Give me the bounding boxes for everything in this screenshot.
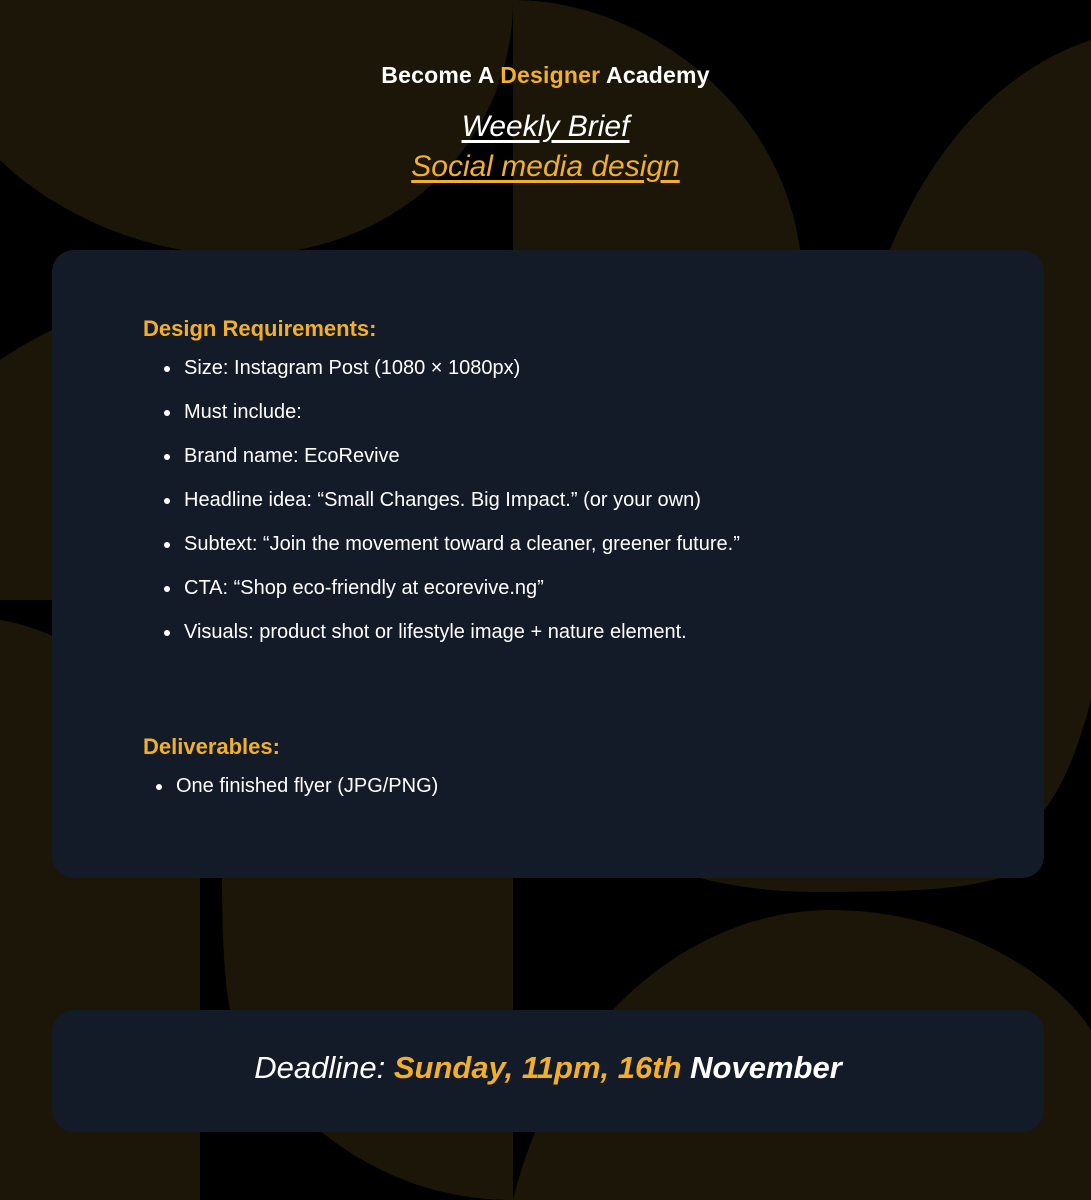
design-requirements-title: Design Requirements: bbox=[143, 316, 377, 341]
weekly-brief-heading bbox=[0, 110, 1091, 144]
list-item: CTA: “Shop eco-friendly at ecorevive.ng” bbox=[164, 574, 740, 602]
list-item: Brand name: EcoRevive bbox=[164, 442, 740, 470]
list-item: Must include: bbox=[164, 398, 740, 426]
deliverables-list bbox=[156, 772, 438, 816]
list-item: Size: Instagram Post (1080 × 1080px) bbox=[164, 354, 740, 382]
deadline-month: November bbox=[681, 1050, 842, 1085]
deadline-date: Sunday, 11pm, 16th bbox=[393, 1050, 682, 1085]
list-item: Subtext: “Join the movement toward a cleaner, greener future.” bbox=[164, 530, 740, 558]
academy-title-highlight: Designer bbox=[500, 62, 601, 88]
deadline-text bbox=[52, 1050, 1044, 1086]
academy-title bbox=[0, 62, 1091, 89]
academy-title-suffix: Academy bbox=[600, 62, 710, 88]
list-item: Visuals: product shot or lifestyle image + nature element. bbox=[164, 618, 740, 646]
brief-subject-label: Social media design bbox=[411, 150, 680, 183]
deadline-label: Deadline bbox=[254, 1050, 377, 1085]
design-requirements-list bbox=[164, 354, 740, 662]
brief-card bbox=[52, 250, 1044, 878]
deliverables-title: Deliverables: bbox=[143, 734, 280, 759]
deadline-card bbox=[52, 1010, 1044, 1132]
brief-subject-heading bbox=[0, 150, 1091, 184]
list-item: Headline idea: “Small Changes. Big Impact.” (or your own) bbox=[164, 486, 740, 514]
weekly-brief-label: Weekly Brief bbox=[461, 110, 630, 143]
academy-title-prefix: Become A bbox=[381, 62, 501, 88]
deadline-separator: : bbox=[376, 1050, 394, 1085]
list-item: One finished flyer (JPG/PNG) bbox=[156, 772, 438, 800]
